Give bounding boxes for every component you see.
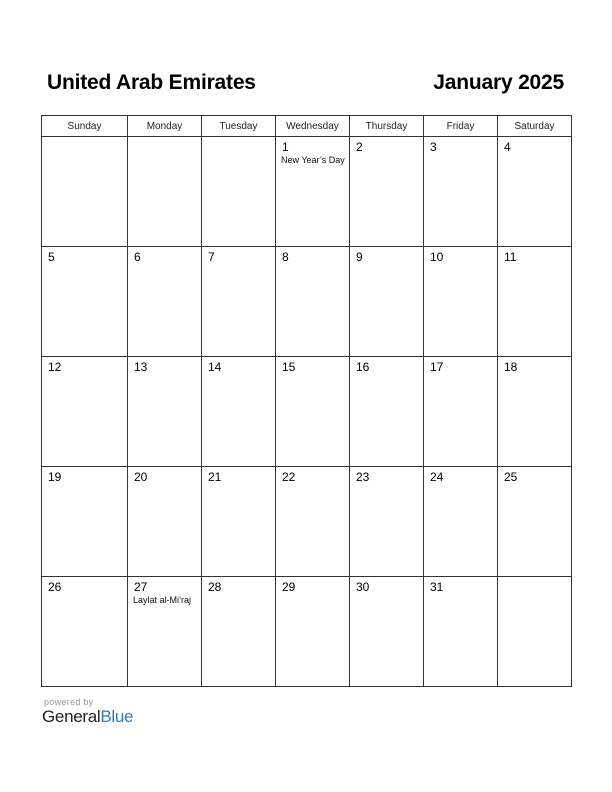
day-cell <box>424 137 498 247</box>
holiday-label <box>350 594 423 595</box>
day-number: 3 <box>430 140 437 154</box>
day-cell <box>202 577 276 687</box>
day-number: 20 <box>134 470 148 484</box>
weekday-header: Tuesday <box>202 116 276 137</box>
week-row <box>42 577 572 687</box>
holiday-label <box>498 484 571 485</box>
week-row <box>42 467 572 577</box>
holiday-label <box>202 594 275 595</box>
generalblue-brand[interactable] <box>42 697 133 727</box>
day-number: 10 <box>430 250 444 264</box>
day-cell <box>498 467 572 577</box>
day-cell <box>498 137 572 247</box>
day-number: 9 <box>356 250 363 264</box>
holiday-label <box>42 594 127 595</box>
day-cell <box>350 247 424 357</box>
holiday-label <box>42 264 127 265</box>
holiday-label <box>498 580 571 581</box>
week-row <box>42 247 572 357</box>
day-number: 19 <box>48 470 62 484</box>
holiday-label <box>350 484 423 485</box>
day-number: 29 <box>282 580 296 594</box>
holiday-label <box>424 484 497 485</box>
holiday-label <box>128 374 201 375</box>
day-number: 31 <box>430 580 444 594</box>
holiday-label <box>202 140 275 141</box>
calendar-grid <box>41 115 572 687</box>
holiday-label <box>498 264 571 265</box>
day-cell <box>128 577 202 687</box>
day-number: 30 <box>356 580 370 594</box>
holiday-label: New Year’s Day <box>281 155 345 165</box>
day-number: 17 <box>430 360 444 374</box>
brand-blue-text: Blue <box>100 707 134 726</box>
day-cell <box>350 467 424 577</box>
day-number: 22 <box>282 470 296 484</box>
day-cell <box>42 577 128 687</box>
day-cell <box>128 137 202 247</box>
holiday-label <box>202 374 275 375</box>
day-cell <box>128 247 202 357</box>
weekday-header: Wednesday <box>276 116 350 137</box>
holiday-label <box>498 154 571 155</box>
day-cell <box>202 357 276 467</box>
holiday-label <box>42 140 127 141</box>
brand-general-text: General <box>42 707 101 726</box>
holiday-label: Laylat al-Mi’raj <box>133 595 192 605</box>
holiday-label <box>424 154 497 155</box>
day-number: 28 <box>208 580 222 594</box>
day-cell <box>424 357 498 467</box>
day-cell <box>424 247 498 357</box>
holiday-label <box>424 374 497 375</box>
day-number: 18 <box>504 360 518 374</box>
day-number: 25 <box>504 470 518 484</box>
day-cell <box>498 357 572 467</box>
day-number: 5 <box>48 250 55 264</box>
day-number: 27 <box>134 580 148 594</box>
holiday-label <box>276 594 349 595</box>
day-cell <box>42 247 128 357</box>
day-cell <box>498 247 572 357</box>
holiday-label <box>350 264 423 265</box>
day-number: 14 <box>208 360 222 374</box>
day-number: 21 <box>208 470 222 484</box>
powered-by-text: powered by <box>44 697 94 707</box>
day-number: 2 <box>356 140 363 154</box>
holiday-label <box>350 154 423 155</box>
day-cell <box>350 137 424 247</box>
day-cell <box>42 357 128 467</box>
day-number: 12 <box>48 360 62 374</box>
weekday-header: Sunday <box>42 116 128 137</box>
weekday-header: Saturday <box>498 116 572 137</box>
day-number: 1 <box>282 140 289 154</box>
holiday-label <box>42 374 127 375</box>
holiday-label <box>276 374 349 375</box>
day-cell <box>276 577 350 687</box>
day-cell <box>276 357 350 467</box>
day-number: 16 <box>356 360 370 374</box>
holiday-label <box>202 484 275 485</box>
day-number: 23 <box>356 470 370 484</box>
weekday-header: Thursday <box>350 116 424 137</box>
day-cell <box>202 467 276 577</box>
brand-logo <box>42 707 133 727</box>
day-cell <box>424 577 498 687</box>
day-cell <box>350 357 424 467</box>
day-number: 24 <box>430 470 444 484</box>
holiday-label <box>128 484 201 485</box>
day-number: 8 <box>282 250 289 264</box>
day-number: 11 <box>504 250 517 264</box>
holiday-label <box>498 374 571 375</box>
week-row <box>42 137 572 247</box>
holiday-label <box>202 264 275 265</box>
day-cell <box>276 247 350 357</box>
day-number: 13 <box>134 360 148 374</box>
day-cell <box>424 467 498 577</box>
day-number: 4 <box>504 140 511 154</box>
day-cell <box>350 577 424 687</box>
day-cell <box>202 137 276 247</box>
day-cell <box>498 577 572 687</box>
holiday-label <box>350 374 423 375</box>
week-row <box>42 357 572 467</box>
holiday-label <box>424 594 497 595</box>
day-cell <box>128 357 202 467</box>
day-cell <box>202 247 276 357</box>
day-number: 7 <box>208 250 215 264</box>
weekday-header: Friday <box>424 116 498 137</box>
holiday-label <box>276 484 349 485</box>
day-cell <box>276 467 350 577</box>
day-number: 15 <box>282 360 296 374</box>
day-cell <box>128 467 202 577</box>
day-cell <box>42 467 128 577</box>
day-number: 26 <box>48 580 62 594</box>
weekday-header-row <box>42 116 572 137</box>
weekday-header: Monday <box>128 116 202 137</box>
country-title: United Arab Emirates <box>47 71 256 94</box>
holiday-label <box>424 264 497 265</box>
holiday-label <box>42 484 127 485</box>
holiday-label <box>128 264 201 265</box>
holiday-label <box>128 140 201 141</box>
day-number: 6 <box>134 250 141 264</box>
holiday-label <box>276 264 349 265</box>
month-year-title: January 2025 <box>433 71 564 94</box>
day-cell <box>42 137 128 247</box>
day-cell <box>276 137 350 247</box>
